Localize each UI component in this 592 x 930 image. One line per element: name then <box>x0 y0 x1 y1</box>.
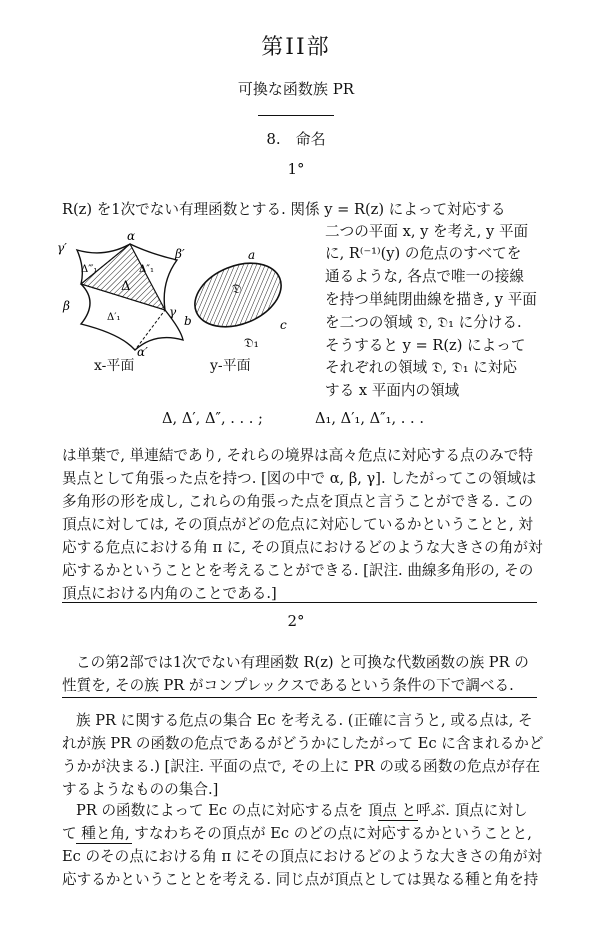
body-line: 応するかということとを考えることができる. [訳注. 曲線多角形の, その <box>62 562 534 579</box>
side-line: 通るような, 各点で唯一の接線 <box>325 268 524 285</box>
para4-line: Ec のその点における角 π にその頂点におけるどのような大きさの角が対 <box>62 848 543 865</box>
domains-left: Δ, Δ′, Δ″, . . . ; <box>162 410 263 427</box>
para4-line: て 種と角, すなわちその頂点が Ec のどの点に対応するかということと, <box>62 825 532 842</box>
part-subtitle: 可換な函数族 PR <box>237 80 355 98</box>
divider-rule <box>62 602 537 603</box>
side-line: それぞれの領域 𝔇, 𝔇₁ に対応 <box>325 359 518 376</box>
body-line: 異点として角張った点を持つ. [図の中で α, β, γ]. したがってこの領域は <box>62 470 537 487</box>
body-line: は単葉で, 単連結であり, それらの境界は高々危点に対応する点のみで特 <box>62 447 533 464</box>
para3-line: するようなものの集合.] <box>62 781 219 798</box>
title-rule <box>258 115 334 116</box>
para3-line: 族 PR に関する危点の集合 Ec を考える. (正確に言うと, 或る点は, そ <box>76 712 533 729</box>
section-heading: 8. 命名 <box>266 130 326 148</box>
para1-intro: R(z) を1次でない有理函数とする. 関係 y = R(z) によって対応する <box>62 201 506 218</box>
label-delta1-pp: Δ″₁ <box>139 264 154 275</box>
label-beta: β <box>63 299 70 313</box>
label-beta-prime: β′ <box>175 247 185 261</box>
underline-vertex <box>378 820 418 821</box>
body-line: 応する危点における角 π に, その頂点におけるどのような大きさの角が対 <box>62 539 543 556</box>
hatched-triangle <box>81 244 165 310</box>
side-line: する x 平面内の領域 <box>325 382 460 399</box>
y-plane-figure <box>182 245 302 355</box>
side-line: を二つの領域 𝔇, 𝔇₁ に分ける. <box>325 314 522 331</box>
para2-line: この第2部では1次でない有理函数 R(z) と可換な代数函数の族 PR の <box>76 654 529 671</box>
label-delta1-p: Δ′₁ <box>107 312 121 323</box>
para4-line: 応するかということとを考える. 同じ点が頂点としては異なる種と角を持 <box>62 871 539 888</box>
label-c: c <box>280 318 287 332</box>
side-line: に, R⁽⁻¹⁾(y) の危点のすべてを <box>325 245 522 262</box>
label-alpha-prime: α′ <box>137 345 148 359</box>
subsection-2: 2° <box>287 612 305 630</box>
side-line: を持つ単純閉曲線を描き, y 平面 <box>325 291 537 308</box>
underline-kind-angle <box>76 843 132 844</box>
para2-underline <box>62 697 537 698</box>
label-delta1-ppp: Δ‴₁ <box>81 264 98 275</box>
label-a: a <box>248 248 256 262</box>
para4-line: PR の函数によって Ec の点に対応する点を 頂点 と呼ぶ. 頂点に対し <box>76 802 528 819</box>
label-domain-D1: 𝔇₁ <box>244 336 259 351</box>
para2-line: 性質を, その族 PR がコンプレックスであるという条件の下で調べる. <box>62 677 514 694</box>
subsection-1: 1° <box>287 160 305 178</box>
body-line: 頂点における内角のことである.] <box>62 585 277 602</box>
side-line: 二つの平面 x, y を考え, y 平面 <box>325 223 529 240</box>
body-line: 頂点に対しては, その頂点がどの危点に対応しているかということと, 対 <box>62 516 533 533</box>
label-gamma-prime: γ′ <box>57 241 67 255</box>
y-plane-label: y-平面 <box>210 358 251 374</box>
domains-right: Δ₁, Δ′₁, Δ″₁, . . . <box>315 410 424 427</box>
para3-line: れが族 PR の函数の危点であるがどうかにしたがって Ec に含まれるかど <box>62 735 544 752</box>
label-b: b <box>184 314 192 328</box>
x-plane-label: x-平面 <box>94 358 135 374</box>
label-domain-D: 𝔇 <box>232 282 242 297</box>
body-line: 多角形の形を成し, これらの角張った点を頂点と言うことができる. この <box>62 493 533 510</box>
label-alpha: α <box>127 229 136 243</box>
side-line: そうすると y = R(z) によって <box>325 337 526 354</box>
part-heading: 第II部 <box>261 35 331 60</box>
para3-line: うかが決まる.) [訳注. 平面の点で, その上に PR の或る函数の危点が存在 <box>62 758 540 775</box>
label-gamma: γ <box>169 305 177 319</box>
label-delta: Δ <box>121 279 131 294</box>
